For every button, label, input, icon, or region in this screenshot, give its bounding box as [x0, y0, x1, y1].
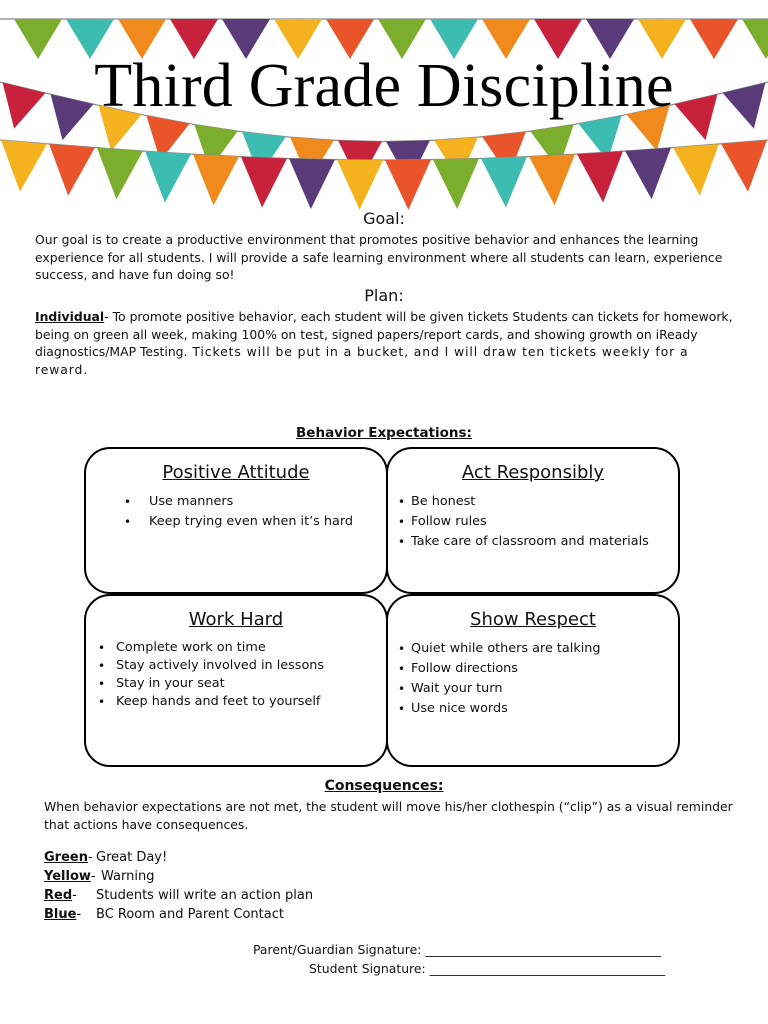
list-item: • Take care of classroom and materials	[398, 534, 649, 549]
consequence-green: Green- Great Day!	[44, 850, 168, 865]
bunting-flag	[337, 160, 383, 210]
student-signature-line: Student Signature: ______________________________________	[309, 961, 666, 976]
bunting-flag	[142, 151, 191, 204]
plan-text-part1: - To promote positive behavior, each student will be given tickets Students can tickets for homework, being on green all week, making 100% on test, signed papers/report cards, and showing growth on iReady diagnostics/MAP Testing.	[35, 309, 733, 360]
bunting-flag	[577, 151, 626, 204]
list-item: • Stay actively involved in lessons	[98, 658, 325, 673]
list-item: • Use nice words	[398, 701, 508, 716]
box-title: Act Responsibly	[461, 462, 605, 483]
box-act-responsibly	[386, 447, 680, 594]
list-item: • Follow directions	[398, 661, 518, 676]
goal-heading: Goal:	[363, 209, 405, 228]
bunting-flag	[433, 159, 480, 210]
list-item: • Complete work on time	[98, 640, 266, 655]
plan-heading: Plan:	[364, 286, 404, 305]
list-item: • Keep trying even when it’s hard	[124, 514, 354, 529]
behavior-heading: Behavior Expectations:	[296, 425, 472, 441]
plan-text-part2: Tickets will be put in a bucket, and I will draw ten tickets weekly for a reward.	[35, 344, 689, 377]
list-item: • Stay in your seat	[98, 676, 225, 691]
list-item: • Wait your turn	[398, 681, 503, 696]
consequence-red: Red- Students will write an action plan	[44, 888, 314, 903]
consequences-heading: Consequences:	[324, 778, 444, 794]
list-item: • Use manners	[124, 494, 234, 509]
box-title: Positive Attitude	[162, 462, 310, 483]
plan-text	[35, 308, 735, 378]
consequence-yellow: Yellow- Warning	[44, 869, 155, 884]
page-title: Third Grade Discipline	[94, 52, 674, 120]
box-title: Work Hard	[188, 609, 284, 630]
list-item: • Quiet while others are talking	[398, 641, 601, 656]
box-work-hard	[84, 594, 388, 767]
box-title: Show Respect	[470, 609, 596, 630]
bunting-flag	[0, 140, 47, 194]
bunting-flag	[45, 144, 95, 197]
list-item: • Be honest	[398, 494, 476, 509]
bunting-flag	[190, 154, 239, 206]
goal-text: Our goal is to create a productive environment that promotes positive behavior and enhances the learning experience for all students. I will provide a safe learning environment where all students can learn, experience success, and have fun doing so!	[35, 232, 723, 283]
list-item: • Follow rules	[398, 514, 487, 529]
bunting-flag	[93, 148, 142, 201]
plan-individual-label: Individual	[35, 309, 105, 324]
bunting-flag	[481, 157, 529, 209]
bunting-flag	[673, 144, 723, 197]
bunting-flag	[529, 154, 578, 206]
parent-signature-line: Parent/Guardian Signature: ______________________________________	[253, 942, 661, 957]
consequences-text: When behavior expectations are not met, the student will move his/her clothespin (“clip”) as a visual reminder that actions have consequences.	[44, 799, 733, 832]
consequence-blue: Blue- BC Room and Parent Contact	[44, 907, 284, 922]
bunting-flag	[625, 148, 674, 201]
bunting-flag	[239, 157, 287, 209]
bunting-flag	[385, 160, 431, 210]
bunting-flag	[721, 140, 768, 194]
box-positive-attitude	[84, 447, 388, 594]
box-show-respect	[386, 594, 680, 767]
list-item: • Keep hands and feet to yourself	[98, 694, 321, 709]
bunting-flag	[288, 159, 335, 210]
